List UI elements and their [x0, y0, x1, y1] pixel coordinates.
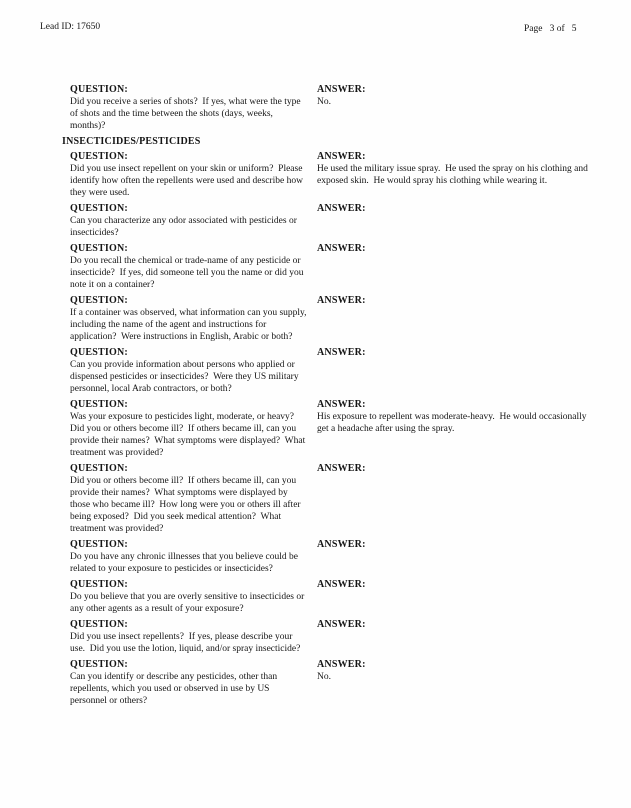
question-label: QUESTION: [70, 203, 128, 214]
question-label: QUESTION: [70, 399, 128, 410]
question-column [70, 84, 317, 132]
answer-label: ANSWER: [317, 295, 366, 306]
question-label: QUESTION: [70, 463, 128, 474]
qa-row [70, 399, 592, 459]
question-column [70, 619, 317, 655]
answer-column [317, 347, 592, 359]
question-text: Did you receive a series of shots? If yes, what were the type of shots and the time between the shots (days, weeks, months)? [70, 97, 303, 131]
answer-text: He used the military issue spray. He used the spray on his clothing and exposed skin. He would spray his clothing while wearing it. [317, 164, 591, 186]
answer-label: ANSWER: [317, 659, 366, 670]
lead-id: Lead ID: 17650 [40, 22, 101, 32]
answer-label: ANSWER: [317, 619, 366, 630]
answer-column [317, 203, 592, 215]
answer-label: ANSWER: [317, 84, 366, 95]
question-text: If a container was observed, what information can you supply, including the name of the agent and instructions for application? Were instructions in English, Arabic or both? [70, 308, 309, 342]
qa-row [70, 539, 592, 575]
question-text: Did you use insect repellents? If yes, please describe your use. Did you use the lotion, liquid, and/or spray insecticide? [70, 632, 301, 654]
question-text: Can you provide information about persons who applied or dispensed pesticides or insecticides? Were they US military personnel, local Arab contractors, or both? [70, 360, 301, 394]
answer-label: ANSWER: [317, 347, 366, 358]
answer-text: No. [317, 97, 331, 107]
answer-column [317, 84, 592, 108]
answer-text: No. [317, 672, 331, 682]
answer-label: ANSWER: [317, 463, 366, 474]
question-text: Can you identify or describe any pesticides, other than repellents, which you used or observed in use by US personnel or others? [70, 672, 280, 706]
qa-row [70, 659, 592, 707]
qa-row [70, 579, 592, 615]
question-column [70, 347, 317, 395]
answer-label: ANSWER: [317, 539, 366, 550]
qa-row [70, 203, 592, 239]
answer-column [317, 151, 592, 187]
answer-label: ANSWER: [317, 399, 366, 410]
answer-label: ANSWER: [317, 151, 366, 162]
question-text: Do you believe that you are overly sensitive to insecticides or any other agents as a result of your exposure? [70, 592, 307, 614]
answer-label: ANSWER: [317, 579, 366, 590]
answer-column [317, 659, 592, 683]
qa-row [70, 295, 592, 343]
qa-form-body [62, 84, 592, 711]
question-text: Can you characterize any odor associated with pesticides or insecticides? [70, 216, 300, 238]
question-label: QUESTION: [70, 659, 128, 670]
question-column [70, 203, 317, 239]
question-column [70, 399, 317, 459]
answer-label: ANSWER: [317, 203, 366, 214]
question-label: QUESTION: [70, 295, 128, 306]
question-label: QUESTION: [70, 84, 128, 95]
page-number-indicator: Page 3 of 5 [524, 24, 577, 34]
question-column [70, 243, 317, 291]
question-column [70, 659, 317, 707]
question-column [70, 151, 317, 199]
question-label: QUESTION: [70, 619, 128, 630]
question-label: QUESTION: [70, 243, 128, 254]
question-text: Was your exposure to pesticides light, moderate, or heavy? Did you or others become ill? If others became ill, can you provide their names? What symptoms were displayed? What treatment was provided? [70, 412, 308, 458]
question-column [70, 539, 317, 575]
answer-label: ANSWER: [317, 243, 366, 254]
question-label: QUESTION: [70, 579, 128, 590]
question-column [70, 579, 317, 615]
question-column [70, 295, 317, 343]
question-column [70, 463, 317, 535]
question-text: Did you use insect repellent on your skin or uniform? Please identify how often the repellents were used and describe how they were used. [70, 164, 306, 198]
qa-row [70, 84, 592, 132]
answer-column [317, 579, 592, 591]
section-heading-insecticides-pesticides: INSECTICIDES/PESTICIDES [62, 136, 201, 147]
question-text: Do you recall the chemical or trade-name of any pesticide or insecticide? If yes, did someone tell you the name or did you note it on a container? [70, 256, 306, 290]
question-label: QUESTION: [70, 539, 128, 550]
qa-row [70, 347, 592, 395]
answer-column [317, 295, 592, 307]
answer-text: His exposure to repellent was moderate-heavy. He would occasionally get a headache after using the spray. [317, 412, 589, 434]
question-label: QUESTION: [70, 347, 128, 358]
answer-column [317, 243, 592, 255]
question-text: Do you have any chronic illnesses that you believe could be related to your exposure to pesticides or insecticides? [70, 552, 301, 574]
answer-column [317, 619, 592, 631]
answer-column [317, 463, 592, 475]
qa-row [70, 619, 592, 655]
qa-row [70, 243, 592, 291]
answer-column [317, 399, 592, 435]
qa-row [70, 463, 592, 535]
question-text: Did you or others become ill? If others became ill, can you provide their names? What symptoms were displayed by those who became ill? How long were you or others ill after being exposed? Did you seek medical attention? What treatment was provided? [70, 476, 303, 534]
answer-column [317, 539, 592, 551]
question-label: QUESTION: [70, 151, 128, 162]
qa-row [70, 151, 592, 199]
